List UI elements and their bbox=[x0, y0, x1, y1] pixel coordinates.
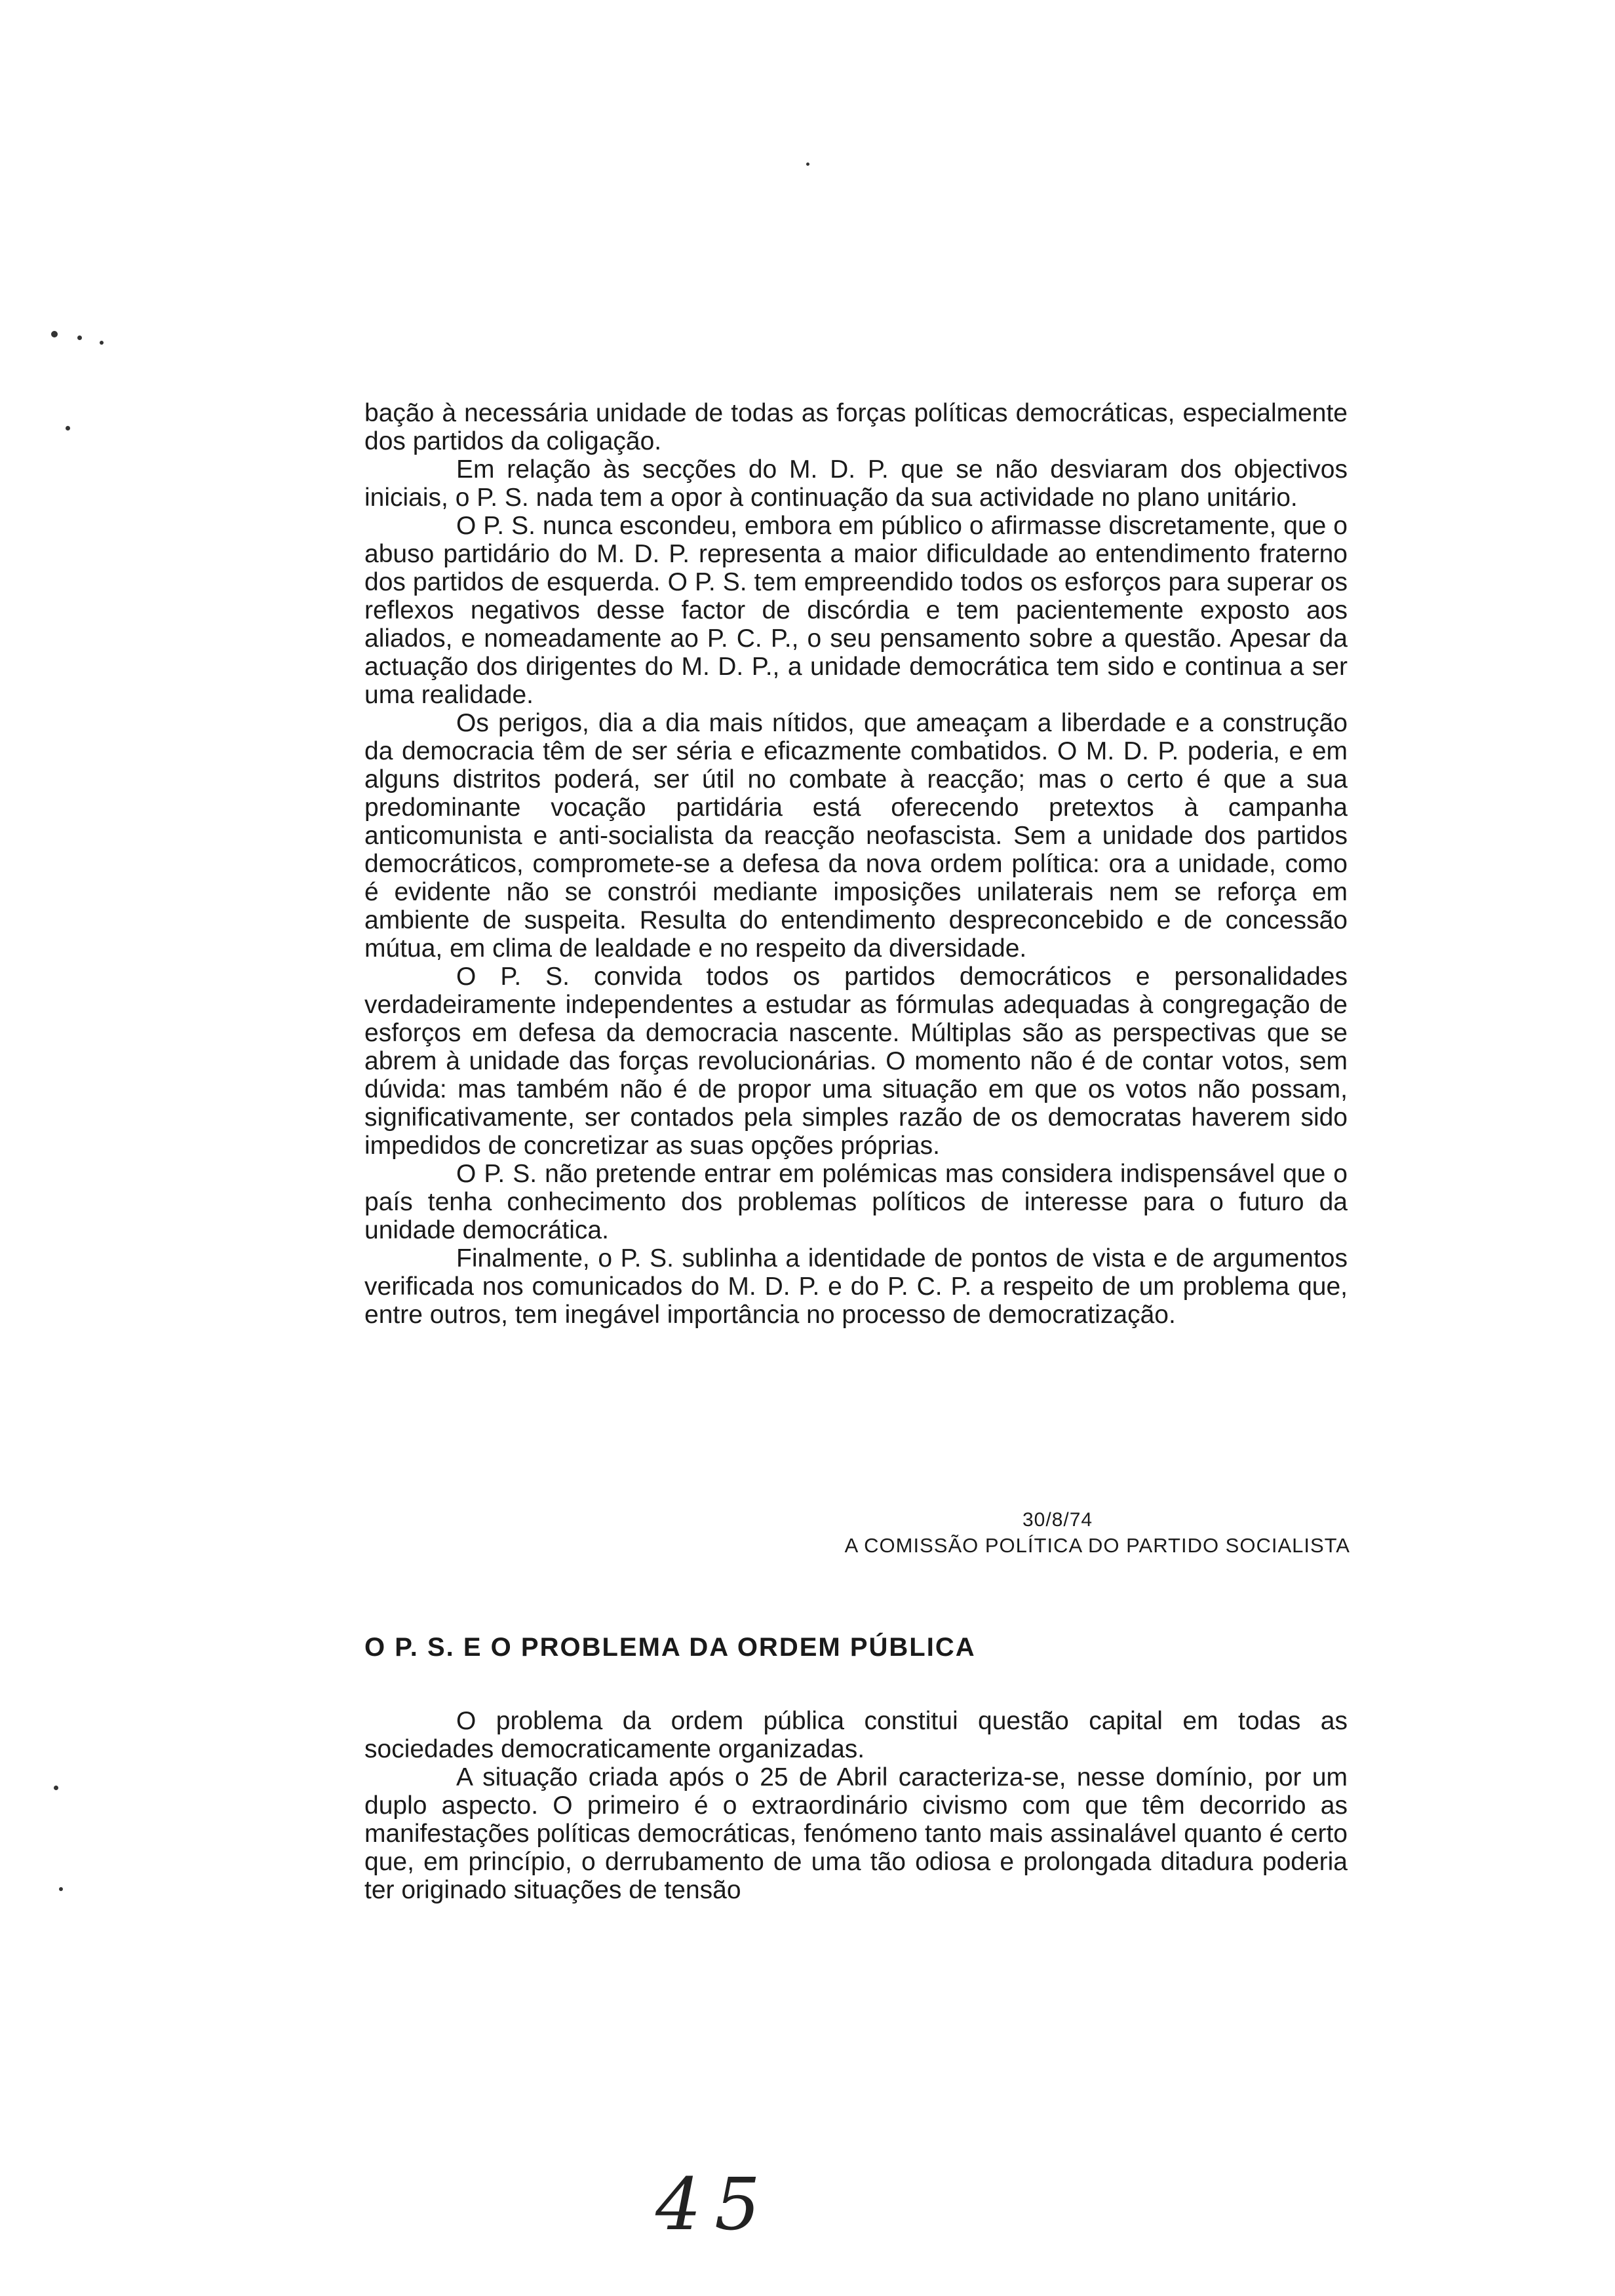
scan-speck bbox=[806, 163, 809, 166]
paragraph: A situação criada após o 25 de Abril caracteriza-se, nesse domínio, por um duplo aspecto. O primeiro é o extraordinário civismo com que têm decorrido as manifestações políticas democráticas, fenómeno tanto mais assinalável quanto é certo que, em princípio, o derrubamento de uma tão odiosa e prolongada ditadura poderia ter originado situações de tensão bbox=[364, 1763, 1348, 1904]
document-body-part1 bbox=[364, 399, 1348, 1329]
handwritten-page-number: 45 bbox=[655, 2162, 773, 2246]
scan-speck bbox=[66, 426, 70, 430]
paragraph: O P. S. nunca escondeu, embora em público o afirmasse discretamente, que o abuso partidário do M. D. P. representa a maior dificuldade ao entendimento fraterno dos partidos de esquerda. O P. S. tem empreendido todos os esforços para superar os reflexos negativos desse factor de discórdia e tem pacientemente exposto aos aliados, e nomeadamente ao P. C. P., o seu pensamento sobre a questão. Apesar da actuação dos dirigentes do M. D. P., a unidade democrática tem sido e continua a ser uma realidade. bbox=[364, 512, 1348, 709]
paragraph: Finalmente, o P. S. sublinha a identidade de pontos de vista e de argumentos verificada nos comunicados do M. D. P. e do P. C. P. a respeito de um problema que, entre outros, tem inegável importância no processo de democratização. bbox=[364, 1244, 1348, 1329]
paragraph: O P. S. não pretende entrar em polémicas mas considera indispensável que o país tenha conhecimento dos problemas políticos de interesse para o futuro da unidade democrática. bbox=[364, 1160, 1348, 1244]
scan-speck bbox=[77, 335, 82, 340]
signature-date: 30/8/74 bbox=[1022, 1509, 1093, 1531]
paragraph: Os perigos, dia a dia mais nítidos, que ameaçam a liberdade e a construção da democracia têm de ser séria e eficazmente combatidos. O M. D. P. poderia, e em alguns distritos poderá, ser útil no combate à reacção; mas o certo é que a sua predominante vocação partidária está oferecendo pretextos à campanha anticomunista e anti-socialista da reacção neofascista. Sem a unidade dos partidos democráticos, compromete-se a defesa da nova ordem política: ora a unidade, como é evidente não se constrói mediante imposições unilaterais nem se reforça em ambiente de suspeita. Resulta do entendimento despreconcebido e de concessão mútua, em clima de lealdade e no respeito da diversidade. bbox=[364, 709, 1348, 963]
signature-organization: A COMISSÃO POLÍTICA DO PARTIDO SOCIALISTA bbox=[844, 1534, 1350, 1557]
scan-speck bbox=[100, 341, 104, 345]
document-body-part2 bbox=[364, 1707, 1348, 1904]
paragraph: O problema da ordem pública constitui questão capital em todas as sociedades democraticamente organizadas. bbox=[364, 1707, 1348, 1763]
paragraph: O P. S. convida todos os partidos democráticos e personalidades verdadeiramente independentes a estudar as fórmulas adequadas à congregação de esforços em defesa da democracia nascente. Múltiplas são as perspectivas que se abrem à unidade das forças revolucionárias. O momento não é de contar votos, sem dúvida: mas também não é de propor uma situação em que os votos não possam, significativamente, ser contados pela simples razão de os democratas haverem sido impedidos de concretizar as suas opções próprias. bbox=[364, 963, 1348, 1160]
paragraph: bação à necessária unidade de todas as forças políticas democráticas, especialmente dos partidos da coligação. bbox=[364, 399, 1348, 455]
scan-speck bbox=[54, 1786, 58, 1790]
scan-speck bbox=[59, 1887, 63, 1891]
section-title: O P. S. E O PROBLEMA DA ORDEM PÚBLICA bbox=[364, 1633, 976, 1662]
paragraph: Em relação às secções do M. D. P. que se não desviaram dos objectivos iniciais, o P. S. nada tem a opor à continuação da sua actividade no plano unitário. bbox=[364, 455, 1348, 512]
scan-speck bbox=[51, 331, 58, 337]
